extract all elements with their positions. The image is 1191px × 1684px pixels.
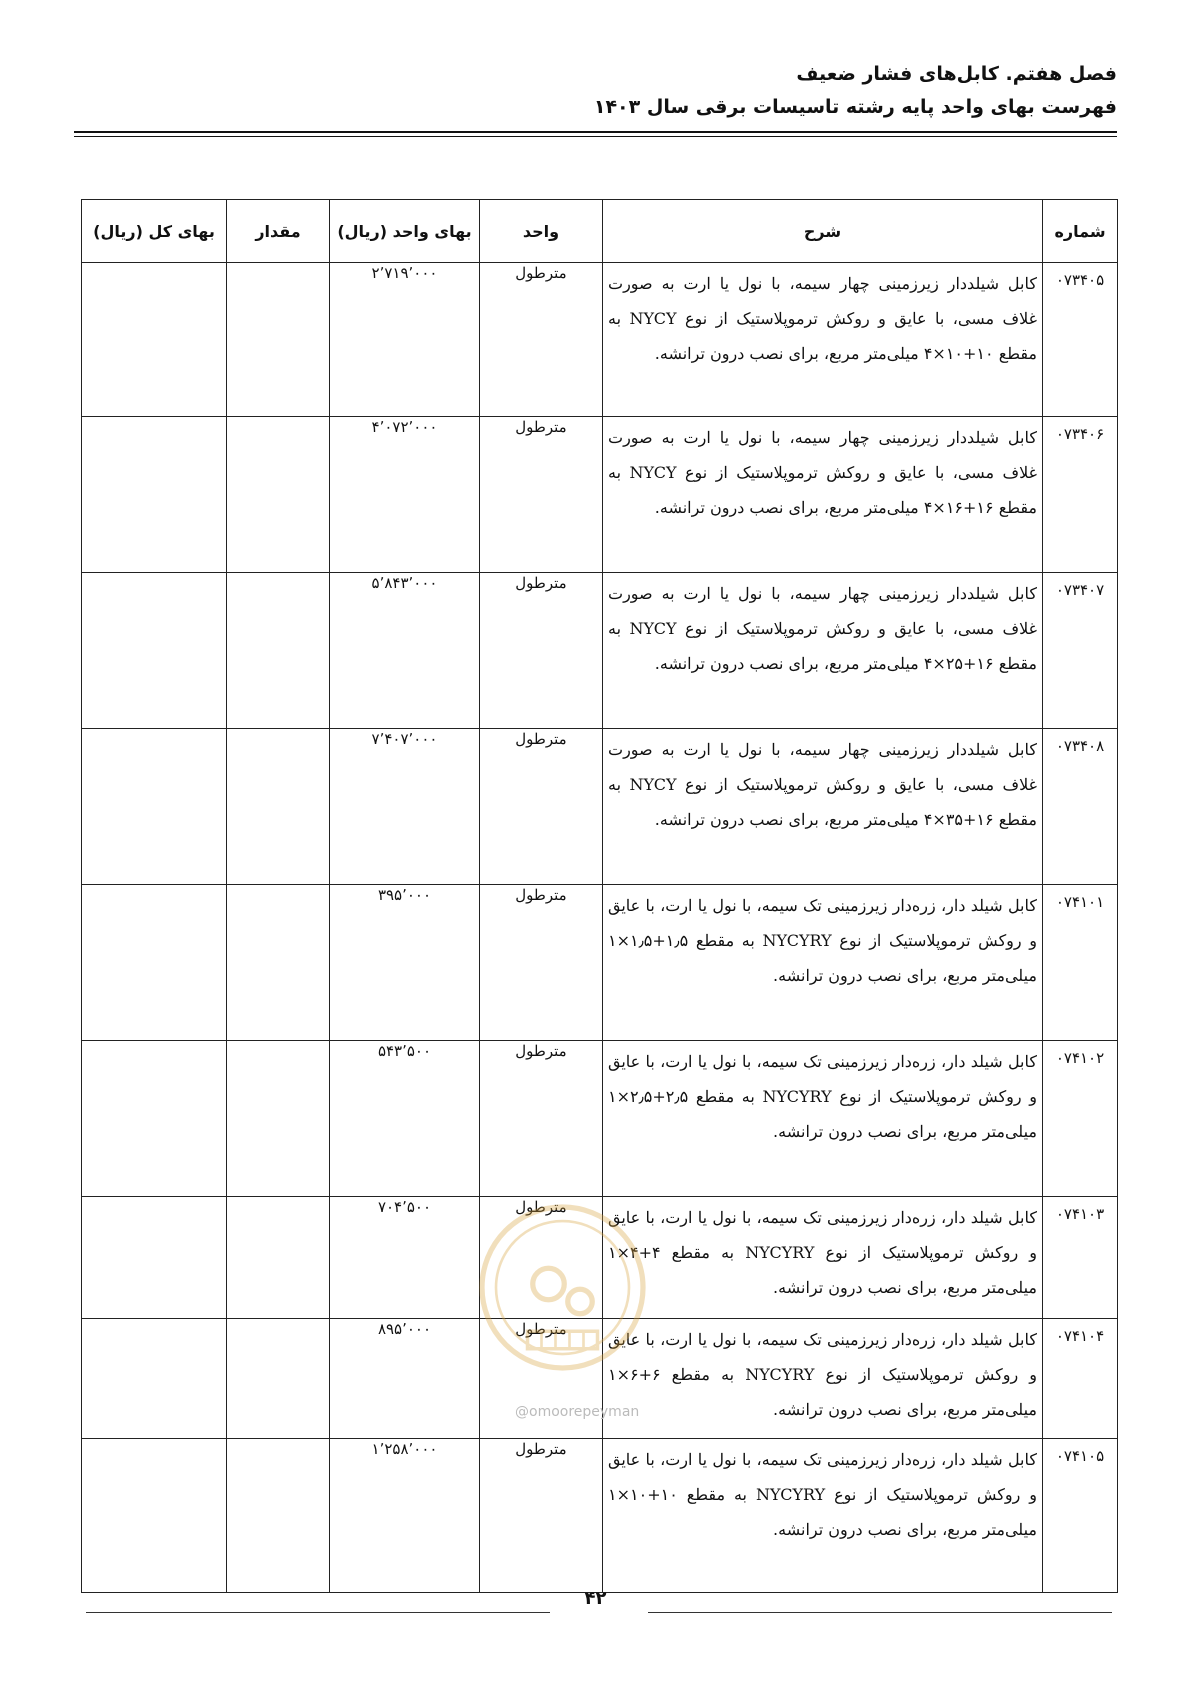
header-rule-thin	[74, 136, 1117, 137]
price-list-table	[81, 199, 1118, 1593]
cell-unit-price: ۵٬۸۴۳٬۰۰۰	[330, 573, 480, 729]
cell-description: کابل شیلد دار، زره‌دار زیرزمینی تک سیمه، با نول یا ارت، با عایق و روکش ترموپلاستیک از نوع NYCYRY به مقطع ۱٫۵+۱٫۵×۱ میلی‌متر مربع، برای نصب درون ترانشه.	[603, 885, 1043, 1041]
cell-quantity	[227, 417, 330, 573]
cell-quantity	[227, 729, 330, 885]
chapter-title: فصل هفتم. کابل‌های فشار ضعیف	[796, 63, 1117, 85]
cell-description: کابل شیلد دار، زره‌دار زیرزمینی تک سیمه، با نول یا ارت، با عایق و روکش ترموپلاستیک از نوع NYCYRY به مقطع ۲٫۵+۲٫۵×۱ میلی‌متر مربع، برای نصب درون ترانشه.	[603, 1041, 1043, 1197]
cell-code: ۰۷۳۴۰۸	[1043, 729, 1118, 885]
cell-description: کابل شیلددار زیرزمینی چهار سیمه، با نول یا ارت به صورت غلاف مسی، با عایق و روکش ترموپلاستیک از نوع NYCY به مقطع ۱۶+۲۵×۴ میلی‌متر مربع، برای نصب درون ترانشه.	[603, 573, 1043, 729]
cell-description: کابل شیلددار زیرزمینی چهار سیمه، با نول یا ارت به صورت غلاف مسی، با عایق و روکش ترموپلاستیک از نوع NYCY به مقطع ۱۶+۳۵×۴ میلی‌متر مربع، برای نصب درون ترانشه.	[603, 729, 1043, 885]
cell-unit: مترطول	[480, 1197, 603, 1319]
cell-description: کابل شیلد دار، زره‌دار زیرزمینی تک سیمه، با نول یا ارت، با عایق و روکش ترموپلاستیک از نوع NYCYRY به مقطع ۱۰+۱۰×۱ میلی‌متر مربع، برای نصب درون ترانشه.	[603, 1439, 1043, 1593]
table-header-row	[82, 200, 1118, 263]
cell-quantity	[227, 1041, 330, 1197]
cell-unit-price: ۷۰۴٬۵۰۰	[330, 1197, 480, 1319]
cell-unit-price: ۴٬۰۷۲٬۰۰۰	[330, 417, 480, 573]
cell-total-price	[82, 729, 227, 885]
cell-unit-price: ۷٬۴۰۷٬۰۰۰	[330, 729, 480, 885]
col-header-total-price: بهای کل (ریال)	[82, 200, 227, 263]
table-row	[82, 1439, 1118, 1593]
cell-total-price	[82, 1041, 227, 1197]
footer-rule-left	[86, 1612, 550, 1613]
cell-quantity	[227, 1319, 330, 1439]
cell-unit-price: ۵۴۳٬۵۰۰	[330, 1041, 480, 1197]
footer-rule-right	[648, 1612, 1112, 1613]
col-header-quantity: مقدار	[227, 200, 330, 263]
cell-code: ۰۷۴۱۰۱	[1043, 885, 1118, 1041]
cell-unit: مترطول	[480, 573, 603, 729]
cell-total-price	[82, 1197, 227, 1319]
cell-unit: مترطول	[480, 1319, 603, 1439]
cell-total-price	[82, 1319, 227, 1439]
cell-total-price	[82, 263, 227, 417]
cell-code: ۰۷۳۴۰۵	[1043, 263, 1118, 417]
cell-description: کابل شیلد دار، زره‌دار زیرزمینی تک سیمه، با نول یا ارت، با عایق و روکش ترموپلاستیک از نوع NYCYRY به مقطع ۴+۴×۱ میلی‌متر مربع، برای نصب درون ترانشه.	[603, 1197, 1043, 1319]
cell-description: کابل شیلد دار، زره‌دار زیرزمینی تک سیمه، با نول یا ارت، با عایق و روکش ترموپلاستیک از نوع NYCYRY به مقطع ۶+۶×۱ میلی‌متر مربع، برای نصب درون ترانشه.	[603, 1319, 1043, 1439]
cell-total-price	[82, 573, 227, 729]
page-number: ۴۲	[584, 1588, 607, 1609]
cell-code: ۰۷۴۱۰۳	[1043, 1197, 1118, 1319]
col-header-unit-price: بهای واحد (ریال)	[330, 200, 480, 263]
cell-description: کابل شیلددار زیرزمینی چهار سیمه، با نول یا ارت به صورت غلاف مسی، با عایق و روکش ترموپلاستیک از نوع NYCY به مقطع ۱۰+۱۰×۴ میلی‌متر مربع، برای نصب درون ترانشه.	[603, 263, 1043, 417]
cell-quantity	[227, 1439, 330, 1593]
page-header	[594, 58, 1117, 124]
cell-unit-price: ۸۹۵٬۰۰۰	[330, 1319, 480, 1439]
table-row	[82, 417, 1118, 573]
cell-code: ۰۷۴۱۰۵	[1043, 1439, 1118, 1593]
book-title: فهرست بهای واحد پایه رشته تاسیسات برقی سال ۱۴۰۳	[593, 96, 1117, 118]
watermark-handle: @omoorepeyman	[515, 1404, 640, 1420]
col-header-code: شماره	[1043, 200, 1118, 263]
table-row	[82, 1041, 1118, 1197]
cell-quantity	[227, 1197, 330, 1319]
table-row	[82, 1197, 1118, 1319]
cell-unit-price: ۲٬۷۱۹٬۰۰۰	[330, 263, 480, 417]
cell-code: ۰۷۳۴۰۷	[1043, 573, 1118, 729]
cell-unit-price: ۳۹۵٬۰۰۰	[330, 885, 480, 1041]
cell-description: کابل شیلددار زیرزمینی چهار سیمه، با نول یا ارت به صورت غلاف مسی، با عایق و روکش ترموپلاستیک از نوع NYCY به مقطع ۱۶+۱۶×۴ میلی‌متر مربع، برای نصب درون ترانشه.	[603, 417, 1043, 573]
cell-code: ۰۷۳۴۰۶	[1043, 417, 1118, 573]
cell-total-price	[82, 885, 227, 1041]
col-header-description: شرح	[603, 200, 1043, 263]
col-header-unit: واحد	[480, 200, 603, 263]
cell-unit: مترطول	[480, 885, 603, 1041]
cell-unit: مترطول	[480, 263, 603, 417]
header-rule-thick	[74, 131, 1117, 133]
cell-quantity	[227, 885, 330, 1041]
table-row	[82, 729, 1118, 885]
cell-code: ۰۷۴۱۰۴	[1043, 1319, 1118, 1439]
table-row	[82, 263, 1118, 417]
cell-unit: مترطول	[480, 729, 603, 885]
cell-unit: مترطول	[480, 1041, 603, 1197]
cell-quantity	[227, 573, 330, 729]
cell-total-price	[82, 417, 227, 573]
cell-unit-price: ۱٬۲۵۸٬۰۰۰	[330, 1439, 480, 1593]
cell-unit: مترطول	[480, 417, 603, 573]
cell-total-price	[82, 1439, 227, 1593]
cell-unit: مترطول	[480, 1439, 603, 1593]
table-row	[82, 1319, 1118, 1439]
table-row	[82, 885, 1118, 1041]
cell-quantity	[227, 263, 330, 417]
cell-code: ۰۷۴۱۰۲	[1043, 1041, 1118, 1197]
table-row	[82, 573, 1118, 729]
